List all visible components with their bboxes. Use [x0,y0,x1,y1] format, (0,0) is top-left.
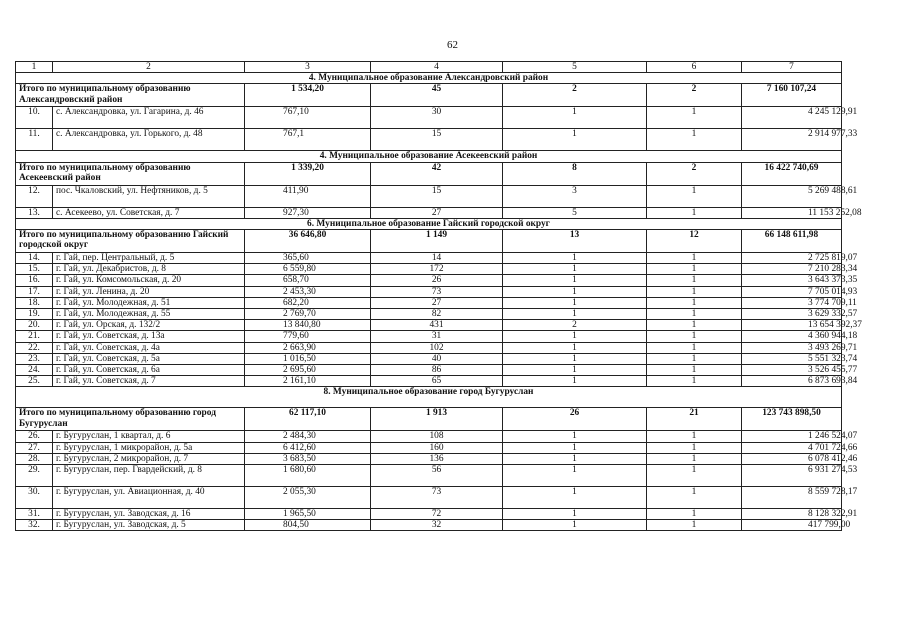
total-row [16,84,842,107]
row-cost: 7 705 014,93 [742,286,842,297]
column-header: 4 [371,62,503,73]
total-count-5: 2 [503,84,647,107]
row-address: с. Асекеево, ул. Советская, д. 7 [53,207,245,218]
table-row [16,286,842,297]
row-address: г. Гай, ул. Декабристов, д. 8 [53,264,245,275]
row-area: 3 683,50 [245,453,371,464]
row-count-6: 1 [647,207,742,218]
row-address: г. Гай, ул. Советская, д. 7 [53,376,245,387]
section-header-row [16,73,842,84]
row-count-6: 1 [647,331,742,342]
row-count-5: 1 [503,376,647,387]
total-area: 1 339,20 [245,162,371,185]
row-area: 2 161,10 [245,376,371,387]
row-number: 26. [16,431,53,442]
row-number: 30. [16,487,53,509]
row-area: 2 484,30 [245,431,371,442]
row-count-6: 1 [647,253,742,264]
total-count-6: 12 [647,230,742,253]
row-area: 411,90 [245,185,371,207]
row-count-6: 1 [647,309,742,320]
total-area: 62 117,10 [245,408,371,431]
column-header: 6 [647,62,742,73]
row-address: г. Бугуруслан, пер. Гвардейский, д. 8 [53,465,245,487]
row-address: г. Гай, пер. Центральный, д. 5 [53,253,245,264]
table-row [16,129,842,151]
column-header: 3 [245,62,371,73]
row-number: 16. [16,275,53,286]
row-cost: 6 078 412,46 [742,453,842,464]
row-area: 682,20 [245,297,371,308]
table-row [16,331,842,342]
total-cost: 7 160 107,24 [742,84,842,107]
row-count-6: 1 [647,465,742,487]
row-number: 19. [16,309,53,320]
table-row [16,353,842,364]
row-cost: 417 799,00 [742,520,842,531]
row-number: 20. [16,320,53,331]
section-title: 8. Муниципальное образование город Бугуруслан [16,387,842,408]
row-count-6: 1 [647,264,742,275]
row-cost: 8 559 728,17 [742,487,842,509]
row-number: 28. [16,453,53,464]
row-address: г. Гай, ул. Молодежная, д. 51 [53,297,245,308]
row-address: г. Бугуруслан, ул. Авиационная, д. 40 [53,487,245,509]
table-row [16,207,842,218]
row-number: 32. [16,520,53,531]
row-residents: 431 [371,320,503,331]
row-area: 804,50 [245,520,371,531]
row-count-5: 1 [503,275,647,286]
row-count-6: 1 [647,365,742,376]
column-header: 2 [53,62,245,73]
row-residents: 82 [371,309,503,320]
total-count-6: 2 [647,84,742,107]
row-residents: 73 [371,286,503,297]
row-area: 1 965,50 [245,509,371,520]
row-count-5: 1 [503,286,647,297]
row-number: 22. [16,342,53,353]
row-address: г. Гай, ул. Советская, д. 4а [53,342,245,353]
row-address: г. Гай, ул. Комсомольская, д. 20 [53,275,245,286]
row-residents: 172 [371,264,503,275]
row-count-5: 1 [503,365,647,376]
row-count-6: 1 [647,107,742,129]
row-count-5: 3 [503,185,647,207]
total-residents: 42 [371,162,503,185]
row-address: г. Бугуруслан, 1 микрорайон, д. 5а [53,442,245,453]
row-area: 927,30 [245,207,371,218]
row-address: г. Гай, ул. Молодежная, д. 55 [53,309,245,320]
total-cost: 66 148 611,98 [742,230,842,253]
total-area: 1 534,20 [245,84,371,107]
row-area: 2 695,60 [245,365,371,376]
row-count-6: 1 [647,520,742,531]
row-area: 1 016,50 [245,353,371,364]
row-count-5: 1 [503,453,647,464]
table-row [16,275,842,286]
row-residents: 26 [371,275,503,286]
table-row [16,465,842,487]
table-row [16,487,842,509]
row-count-6: 1 [647,320,742,331]
row-residents: 32 [371,520,503,531]
row-number: 10. [16,107,53,129]
total-count-6: 2 [647,162,742,185]
row-address: г. Гай, ул. Советская, д. 13а [53,331,245,342]
row-number: 21. [16,331,53,342]
row-residents: 56 [371,465,503,487]
row-residents: 65 [371,376,503,387]
row-count-6: 1 [647,453,742,464]
row-number: 12. [16,185,53,207]
row-count-5: 1 [503,331,647,342]
row-cost: 3 526 455,77 [742,365,842,376]
table-row [16,520,842,531]
page-number: 62 [447,39,458,51]
row-address: г. Гай, ул. Советская, д. 5а [53,353,245,364]
row-area: 2 055,30 [245,487,371,509]
total-row [16,230,842,253]
row-residents: 15 [371,129,503,151]
total-residents: 1 149 [371,230,503,253]
row-number: 15. [16,264,53,275]
column-header: 1 [16,62,53,73]
table-row [16,442,842,453]
row-residents: 30 [371,107,503,129]
row-address: с. Александровка, ул. Горького, д. 48 [53,129,245,151]
row-count-6: 1 [647,431,742,442]
row-number: 31. [16,509,53,520]
row-number: 25. [16,376,53,387]
section-title: 6. Муниципальное образование Гайский городской округ [16,218,842,229]
row-address: пос. Чкаловский, ул. Нефтяников, д. 5 [53,185,245,207]
row-count-5: 1 [503,487,647,509]
section-header-row [16,387,842,408]
row-count-6: 1 [647,297,742,308]
row-cost: 5 269 488,61 [742,185,842,207]
row-area: 767,10 [245,107,371,129]
housing-repair-table [15,61,862,531]
row-area: 6 412,60 [245,442,371,453]
row-residents: 27 [371,297,503,308]
row-count-5: 1 [503,342,647,353]
row-address: г. Бугуруслан, 1 квартал, д. 6 [53,431,245,442]
row-area: 658,70 [245,275,371,286]
total-residents: 1 913 [371,408,503,431]
row-count-6: 1 [647,275,742,286]
row-address: г. Бугуруслан, ул. Заводская, д. 5 [53,520,245,531]
row-count-5: 1 [503,520,647,531]
row-count-6: 1 [647,509,742,520]
row-count-5: 1 [503,309,647,320]
total-label: Итого по муниципальному образованию Александровский район [16,84,245,107]
row-residents: 31 [371,331,503,342]
row-cost: 3 493 269,71 [742,342,842,353]
row-area: 767,1 [245,129,371,151]
row-count-5: 1 [503,264,647,275]
row-address: г. Гай, ул. Советская, д. 6а [53,365,245,376]
row-area: 2 453,30 [245,286,371,297]
row-address: с. Александровка, ул. Гагарина, д. 46 [53,107,245,129]
table-row [16,342,842,353]
row-count-6: 1 [647,129,742,151]
row-count-6: 1 [647,487,742,509]
table-row [16,264,842,275]
section-header-row [16,218,842,229]
row-cost: 8 128 322,91 [742,509,842,520]
row-cost: 3 774 709,11 [742,297,842,308]
row-address: г. Гай, ул. Орская, д. 132/2 [53,320,245,331]
row-number: 14. [16,253,53,264]
total-row [16,408,842,431]
row-address: г. Гай, ул. Ленина, д. 20 [53,286,245,297]
row-count-6: 1 [647,342,742,353]
row-count-6: 1 [647,376,742,387]
row-count-5: 1 [503,509,647,520]
row-residents: 102 [371,342,503,353]
total-row [16,162,842,185]
column-header: 5 [503,62,647,73]
row-number: 18. [16,297,53,308]
row-count-5: 1 [503,442,647,453]
row-residents: 108 [371,431,503,442]
row-number: 11. [16,129,53,151]
table-row [16,320,842,331]
section-header-row [16,151,842,162]
table-row [16,509,842,520]
row-cost: 3 643 373,35 [742,275,842,286]
row-address: г. Бугуруслан, ул. Заводская, д. 16 [53,509,245,520]
row-cost: 7 210 283,34 [742,264,842,275]
table-row [16,253,842,264]
table-row [16,365,842,376]
row-number: 13. [16,207,53,218]
row-residents: 40 [371,353,503,364]
row-residents: 86 [371,365,503,376]
row-residents: 136 [371,453,503,464]
row-area: 1 680,60 [245,465,371,487]
row-count-6: 1 [647,185,742,207]
row-count-5: 1 [503,353,647,364]
row-number: 29. [16,465,53,487]
row-cost: 2 914 977,33 [742,129,842,151]
row-count-5: 5 [503,207,647,218]
table-row [16,185,842,207]
row-count-6: 1 [647,442,742,453]
row-count-5: 1 [503,253,647,264]
row-residents: 27 [371,207,503,218]
row-cost: 5 551 323,74 [742,353,842,364]
row-area: 779,60 [245,331,371,342]
row-count-6: 1 [647,286,742,297]
row-number: 17. [16,286,53,297]
row-residents: 160 [371,442,503,453]
row-cost: 6 873 693,84 [742,376,842,387]
row-number: 24. [16,365,53,376]
total-label: Итого по муниципальному образованию город Бугуруслан [16,408,245,431]
row-count-5: 1 [503,465,647,487]
table-row [16,431,842,442]
row-area: 2 769,70 [245,309,371,320]
total-cost: 16 422 740,69 [742,162,842,185]
row-number: 23. [16,353,53,364]
total-count-6: 21 [647,408,742,431]
section-title: 4. Муниципальное образование Александровский район [16,73,842,84]
row-count-6: 1 [647,353,742,364]
row-number: 27. [16,442,53,453]
row-area: 2 663,90 [245,342,371,353]
row-address: г. Бугуруслан, 2 микрорайон, д. 7 [53,453,245,464]
row-cost: 6 931 274,53 [742,465,842,487]
table-row [16,376,842,387]
row-cost: 13 654 392,37 [742,320,842,331]
row-area: 13 840,80 [245,320,371,331]
row-cost: 1 246 524,07 [742,431,842,442]
row-cost: 4 701 724,66 [742,442,842,453]
total-count-5: 8 [503,162,647,185]
row-cost: 4 245 129,91 [742,107,842,129]
row-cost: 2 725 819,07 [742,253,842,264]
row-residents: 15 [371,185,503,207]
row-count-5: 1 [503,107,647,129]
total-label: Итого по муниципальному образованию Гайский городской округ [16,230,245,253]
total-area: 36 646,80 [245,230,371,253]
column-header: 7 [742,62,842,73]
total-count-5: 26 [503,408,647,431]
table-row [16,107,842,129]
table-body [16,62,862,531]
row-cost: 4 360 944,18 [742,331,842,342]
row-residents: 14 [371,253,503,264]
row-area: 365,60 [245,253,371,264]
total-residents: 45 [371,84,503,107]
row-residents: 72 [371,509,503,520]
column-header-row [16,62,842,73]
row-count-5: 1 [503,431,647,442]
row-count-5: 2 [503,320,647,331]
row-cost: 3 629 332,57 [742,309,842,320]
row-area: 6 559,80 [245,264,371,275]
section-title: 4. Муниципальное образование Асекеевский район [16,151,842,162]
row-residents: 73 [371,487,503,509]
total-cost: 123 743 898,50 [742,408,842,431]
table-row [16,297,842,308]
row-count-5: 1 [503,297,647,308]
row-count-5: 1 [503,129,647,151]
total-count-5: 13 [503,230,647,253]
row-cost: 11 153 252,08 [742,207,842,218]
table-row [16,453,842,464]
table-row [16,309,842,320]
total-label: Итого по муниципальному образованию Асекеевский район [16,162,245,185]
